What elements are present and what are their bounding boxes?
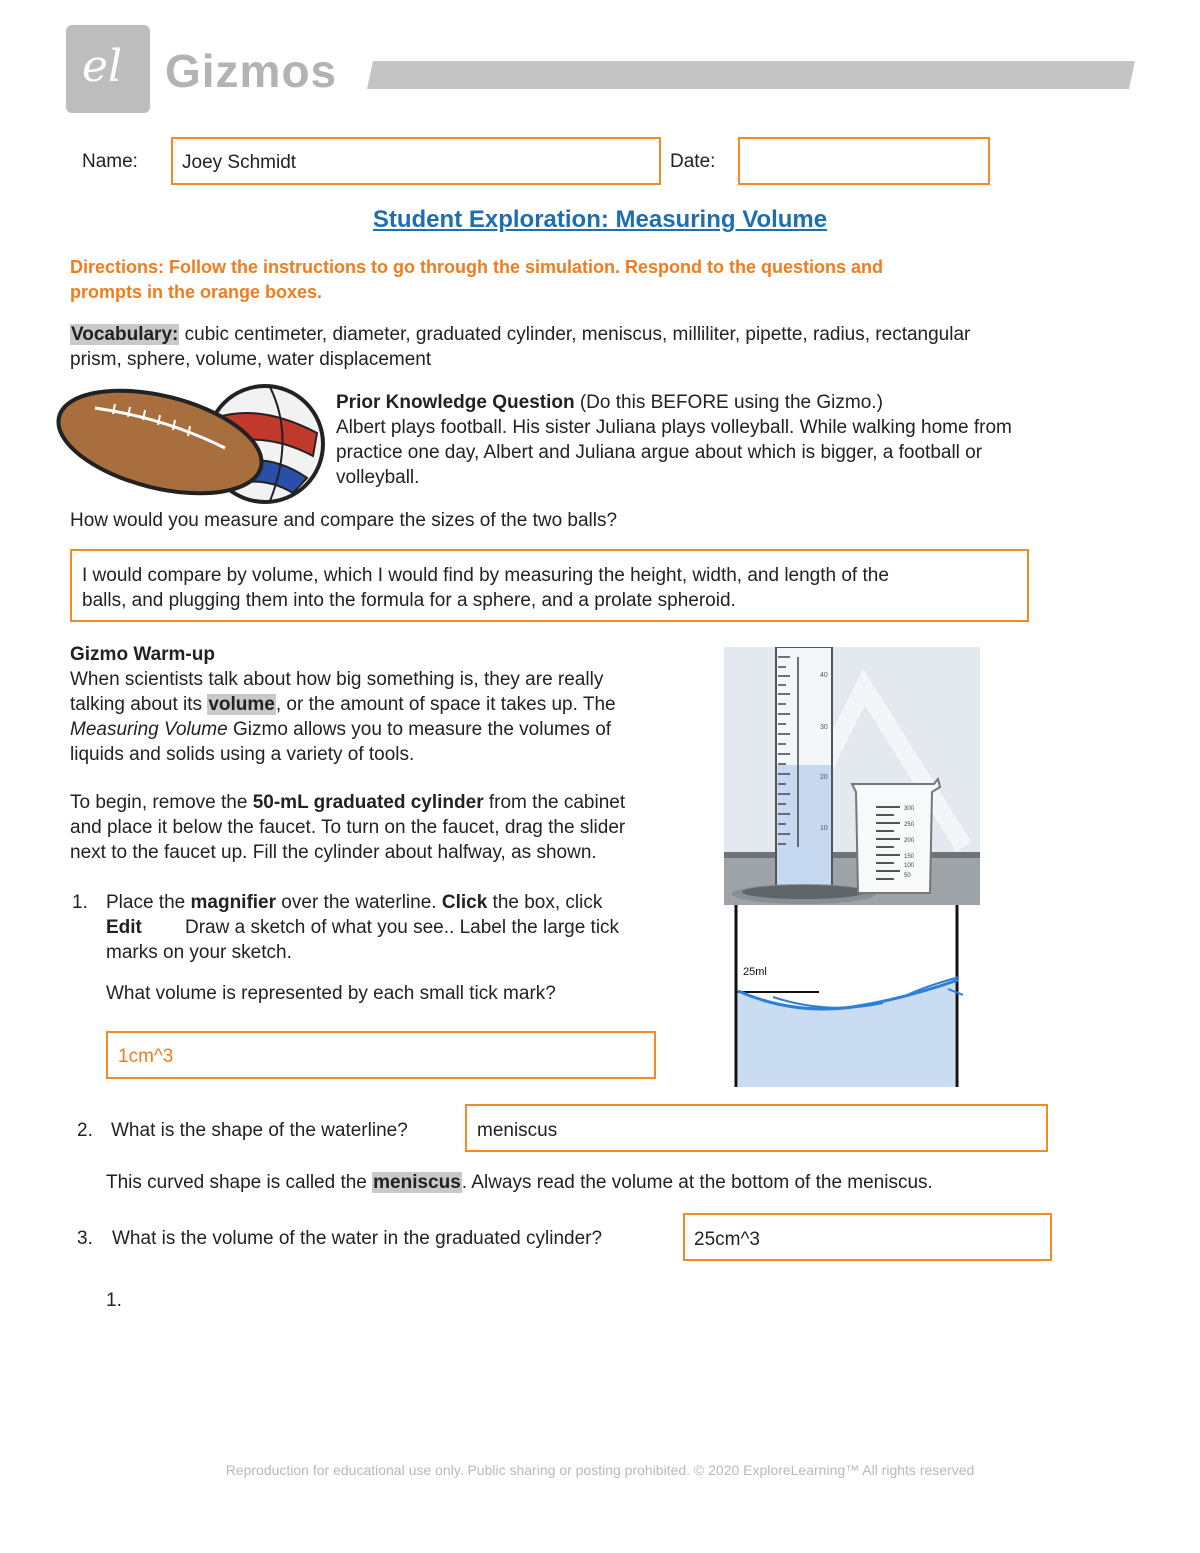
logo-mark: el bbox=[82, 41, 123, 92]
date-field[interactable] bbox=[738, 137, 990, 185]
beaker-tick-100: 100 bbox=[904, 863, 915, 869]
student-sketch[interactable] bbox=[733, 905, 963, 1087]
warmup-p2-line-3: next to the faucet up. Fill the cylinder about halfway, as shown. bbox=[70, 842, 597, 863]
warmup-p1-line-3: Gizmo allows you to measure the volumes of bbox=[227, 719, 612, 740]
edit-term: Edit bbox=[106, 917, 142, 938]
name-label: Name: bbox=[82, 151, 138, 172]
trailing-list-number: 1. bbox=[106, 1290, 122, 1311]
vocabulary bbox=[70, 322, 970, 372]
warmup-p2 bbox=[70, 790, 625, 865]
prior-line-2: practice one day, Albert and Juliana argue about which is bigger, a football or bbox=[336, 442, 983, 463]
warmup-p1-line-4: liquids and solids using a variety of tools. bbox=[70, 744, 415, 765]
date-label: Date: bbox=[670, 151, 716, 172]
warmup-p2-line-1b: from the cabinet bbox=[483, 792, 626, 813]
prior-answer-field[interactable] bbox=[70, 549, 1029, 622]
beaker-tick-300: 300 bbox=[904, 806, 915, 812]
term-volume: volume bbox=[208, 694, 275, 715]
vocab-line-2: prism, sphere, volume, water displacement bbox=[70, 349, 432, 370]
magnifier-term: magnifier bbox=[190, 892, 277, 913]
q1-answer-field[interactable] bbox=[106, 1031, 656, 1079]
q1-subquestion: What volume is represented by each small tick mark? bbox=[106, 983, 556, 1004]
q1-answer: 1cm^3 bbox=[118, 1046, 174, 1067]
q3-answer: 25cm^3 bbox=[694, 1229, 760, 1250]
warmup-p2-line-1a: To begin, remove the bbox=[70, 792, 253, 813]
page-title: Student Exploration: Measuring Volume bbox=[372, 206, 828, 233]
beaker-tick-50: 50 bbox=[904, 873, 911, 879]
header-bar bbox=[367, 61, 1135, 89]
directions bbox=[70, 255, 883, 305]
vocab-label: Vocabulary: bbox=[71, 324, 179, 345]
gizmo-simulation-image bbox=[724, 647, 980, 905]
cyl-tick-20: 20 bbox=[820, 774, 828, 781]
name-value: Joey Schmidt bbox=[182, 152, 297, 173]
beaker-tick-250: 250 bbox=[904, 822, 915, 828]
q3-text: What is the volume of the water in the graduated cylinder? bbox=[112, 1228, 603, 1249]
cylinder-term: 50-mL graduated cylinder bbox=[252, 792, 484, 813]
brand-name: Gizmos bbox=[165, 45, 338, 97]
q2-number: 2. bbox=[77, 1120, 93, 1141]
name-field[interactable] bbox=[171, 137, 661, 185]
gizmo-name: Measuring Volume bbox=[70, 719, 228, 740]
q1-line-3: marks on your sketch. bbox=[106, 942, 292, 963]
term-meniscus: meniscus bbox=[373, 1172, 461, 1193]
q1-line-1a: Place the bbox=[106, 892, 191, 913]
cyl-tick-10: 10 bbox=[820, 825, 828, 832]
cyl-tick-30: 30 bbox=[820, 724, 828, 731]
football-volleyball-image bbox=[55, 378, 330, 510]
q2-answer: meniscus bbox=[477, 1120, 558, 1141]
warmup-p1-line-1: When scientists talk about how big something is, they are really bbox=[70, 669, 604, 690]
directions-line-2: prompts in the orange boxes. bbox=[70, 282, 323, 302]
prior-heading-note: (Do this BEFORE using the Gizmo.) bbox=[574, 392, 883, 413]
prior-line-3: volleyball. bbox=[336, 467, 420, 488]
q1-line-1d: the box, click bbox=[487, 892, 603, 913]
warmup-heading: Gizmo Warm-up bbox=[70, 644, 215, 665]
q1-line-2: Draw a sketch of what you see.. Label the large tick bbox=[185, 917, 620, 938]
warmup-p2-line-2: and place it below the faucet. To turn on the faucet, drag the slider bbox=[70, 817, 626, 838]
q2-note-b: . Always read the volume at the bottom of the meniscus. bbox=[461, 1172, 933, 1193]
prior-answer-line-1: I would compare by volume, which I would find by measuring the height, width, and length of the bbox=[82, 565, 889, 586]
q2-note bbox=[106, 1172, 933, 1194]
prior-question: How would you measure and compare the sizes of the two balls? bbox=[70, 510, 618, 531]
directions-line-1: Directions: Follow the instructions to go through the simulation. Respond to the questions and bbox=[70, 257, 883, 277]
q2-text: What is the shape of the waterline? bbox=[111, 1120, 408, 1141]
warmup-p1-line-2b: , or the amount of space it takes up. The bbox=[275, 694, 616, 715]
q1-line-1c: over the waterline. bbox=[276, 892, 442, 913]
q3-number: 3. bbox=[77, 1228, 93, 1249]
footer: Reproduction for educational use only. Public sharing or posting prohibited. © 2020 ExploreLearning™ All rights reserved bbox=[225, 1462, 975, 1478]
prior-knowledge bbox=[336, 390, 1012, 490]
gizmos-logo-box bbox=[66, 25, 150, 113]
prior-heading: Prior Knowledge Question bbox=[336, 392, 575, 413]
beaker-tick-150: 150 bbox=[904, 854, 915, 860]
question-1 bbox=[106, 890, 619, 965]
q1-number: 1. bbox=[72, 892, 88, 913]
prior-answer-line-2: balls, and plugging them into the formula for a sphere, and a prolate spheroid. bbox=[82, 590, 736, 611]
beaker-tick-200: 200 bbox=[904, 838, 915, 844]
sketch-label: 25ml bbox=[743, 966, 767, 978]
warmup-p1-line-2a: talking about its bbox=[70, 694, 208, 715]
vocab-line-1: cubic centimeter, diameter, graduated cylinder, meniscus, milliliter, pipette, radius, rectangular bbox=[179, 324, 971, 345]
cyl-tick-40: 40 bbox=[820, 672, 828, 679]
prior-line-1: Albert plays football. His sister Juliana plays volleyball. While walking home from bbox=[336, 417, 1012, 438]
q3-answer-field[interactable] bbox=[683, 1213, 1052, 1261]
q2-answer-field[interactable] bbox=[465, 1104, 1048, 1152]
click-term: Click bbox=[441, 892, 488, 913]
q2-note-a: This curved shape is called the bbox=[106, 1172, 373, 1193]
warmup-section bbox=[70, 642, 616, 767]
